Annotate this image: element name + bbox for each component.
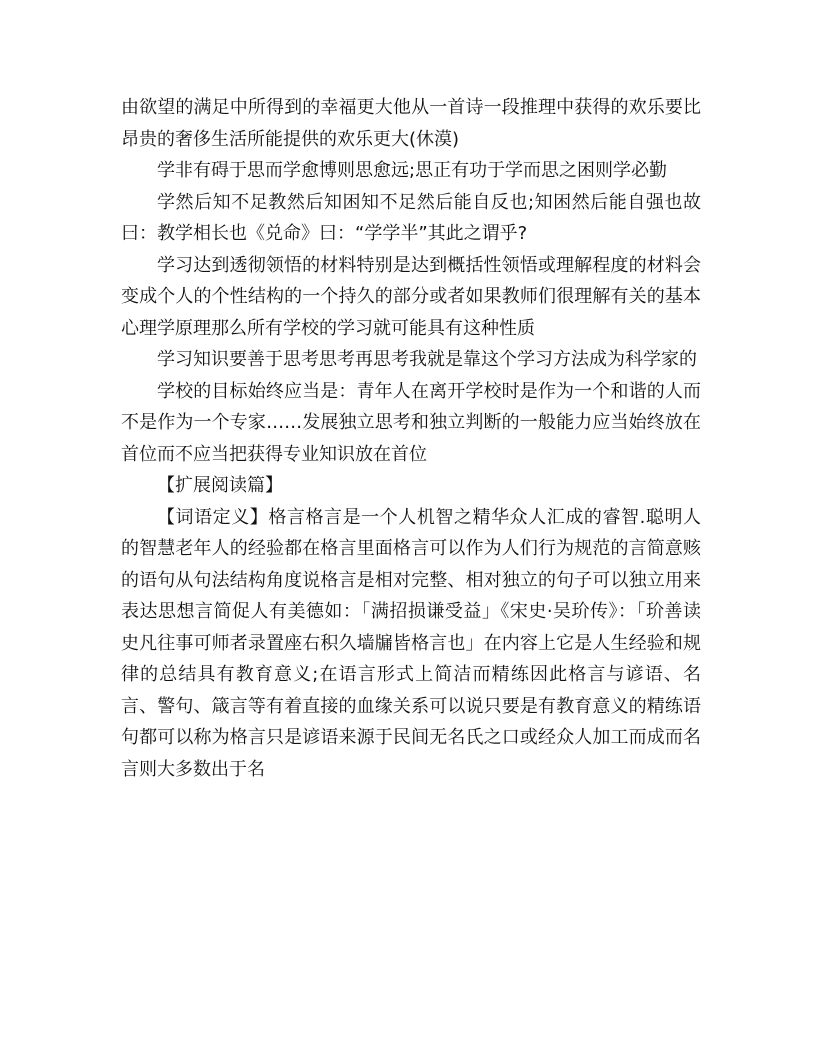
paragraph-word-definition: 【词语定义】格言格言是一个人机智之精华众人汇成的睿智.聪明人的智慧老年人的经验都在格言里面格言可以作为人们行为规范的言简意赅的语句从句法结构角度说格言是相对完整、相对独立的句子可以独立用来表达思想言简促人有美德如：「满招损谦受益」《宋史·吴玠传》：「玠善读史凡往事可师者录置座右积久墙牖皆格言也」在内容上它是人生经验和规律的总结具有教育意义;在语言形式上简洁而精练因此格言与谚语、名言、警句、箴言等有着直接的血缘关系可以说只要是有教育意义的精练语句都可以称为格言只是谚语来源于民间无名氏之口或经众人加工而成而名言则大多数出于名 [121,506,701,780]
paragraph-think-again: 学习知识要善于思考思考再思考我就是靠这个学习方法成为科学家的 [157,349,697,370]
paragraph-happiness-quote: 由欲望的满足中所得到的幸福更大他从一首诗一段推理中获得的欢乐要比昂贵的奢侈生活所能提供的欢乐更大(休漠) [121,97,701,150]
paragraph-school-goal: 学校的目标始终应当是：青年人在离开学校时是作为一个和谐的人而不是作为一个专家……发展独立思考和独立判断的一般能力应当始终放在首位而不应当把获得专业知识放在首位 [121,380,701,465]
paragraph-teaching-learning: 学然后知不足教然后知困知不足然后能自反也;知困然后能自强也故曰：教学相长也《兑命》曰：“学学半”其此之谓乎? [121,191,701,244]
section-heading-extended-reading: 【扩展阅读篇】 [157,475,283,496]
paragraph-thorough-understanding: 学习达到透彻领悟的材料特别是达到概括性领悟或理解程度的材料会变成个人的个性结构的一个持久的部分或者如果教师们很理解有关的基本心理学原理那么所有学校的学习就可能具有这种性质 [121,254,701,339]
document-body [121,92,701,785]
paragraph-study-and-thought: 学非有碍于思而学愈博则思愈远;思正有功于学而思之困则学必勤 [157,160,668,181]
